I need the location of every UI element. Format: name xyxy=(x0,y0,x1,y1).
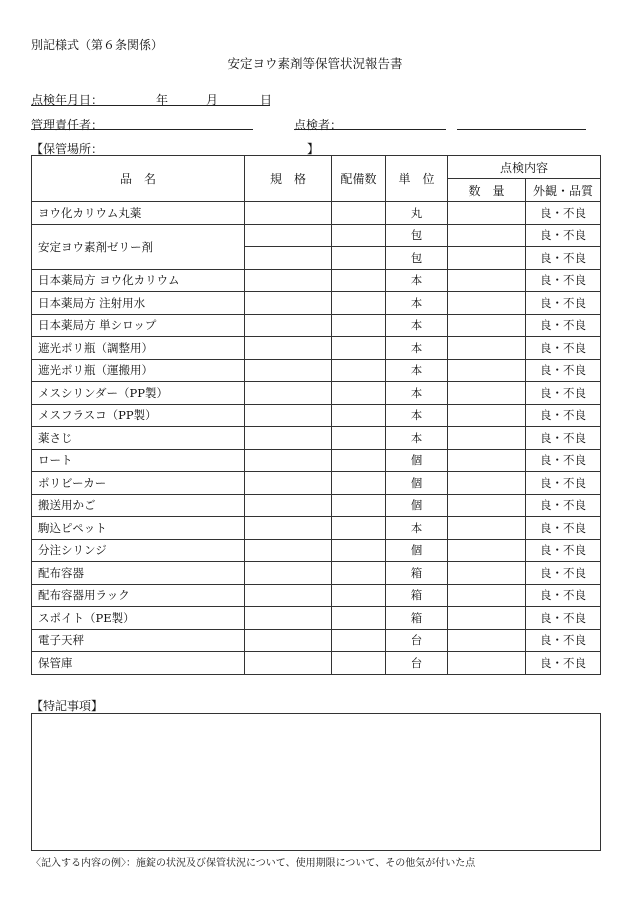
quantity-cell[interactable] xyxy=(448,404,526,427)
row-name: 安定ヨウ素剤ゼリー剤 xyxy=(32,224,245,269)
count-cell[interactable] xyxy=(332,337,386,360)
spec-cell[interactable] xyxy=(245,652,332,675)
quantity-cell[interactable] xyxy=(448,247,526,270)
quantity-cell[interactable] xyxy=(448,359,526,382)
row-name: メスフラスコ（PP製） xyxy=(32,404,245,427)
table-row xyxy=(32,539,601,562)
unit-cell: 箱 xyxy=(386,584,448,607)
row-name: 分注シリンジ xyxy=(32,539,245,562)
quantity-cell[interactable] xyxy=(448,629,526,652)
year-label: 年 xyxy=(156,93,169,107)
count-cell[interactable] xyxy=(332,652,386,675)
count-cell[interactable] xyxy=(332,427,386,450)
unit-cell: 個 xyxy=(386,494,448,517)
quantity-cell[interactable] xyxy=(448,427,526,450)
quantity-cell[interactable] xyxy=(448,269,526,292)
header-inspection: 点検内容 xyxy=(448,156,601,179)
unit-cell: 本 xyxy=(386,404,448,427)
row-name: 日本薬局方 単シロップ xyxy=(32,314,245,337)
inventory-table xyxy=(31,155,601,675)
spec-cell[interactable] xyxy=(245,629,332,652)
count-cell[interactable] xyxy=(332,562,386,585)
row-name: 配布容器用ラック xyxy=(32,584,245,607)
table-row xyxy=(32,584,601,607)
table-row xyxy=(32,404,601,427)
day-label: 日 xyxy=(260,93,273,107)
spec-cell[interactable] xyxy=(245,224,332,247)
manager-label: 管理責任者： xyxy=(31,118,104,132)
quantity-cell[interactable] xyxy=(448,292,526,315)
unit-cell: 個 xyxy=(386,539,448,562)
inspector-label: 点検者： xyxy=(294,118,343,132)
spec-cell[interactable] xyxy=(245,494,332,517)
spec-cell[interactable] xyxy=(245,562,332,585)
table-row xyxy=(32,337,601,360)
quality-cell[interactable]: 良・不良 xyxy=(526,247,601,270)
unit-cell: 本 xyxy=(386,359,448,382)
unit-cell: 本 xyxy=(386,382,448,405)
storage-label: 【保管場所： xyxy=(31,142,104,156)
header-quality: 外観・品質 xyxy=(526,179,601,202)
spec-cell[interactable] xyxy=(245,247,332,270)
row-name: 搬送用かご xyxy=(32,494,245,517)
count-cell[interactable] xyxy=(332,539,386,562)
table-row xyxy=(32,314,601,337)
spec-cell[interactable] xyxy=(245,202,332,225)
row-name: 遮光ポリ瓶（運搬用） xyxy=(32,359,245,382)
inspection-date-label: 点検年月日： xyxy=(31,93,104,107)
quality-cell[interactable]: 良・不良 xyxy=(526,629,601,652)
count-cell[interactable] xyxy=(332,494,386,517)
spec-cell[interactable] xyxy=(245,314,332,337)
footnote: 〈記入する内容の例〉：施錠の状況及び保管状況について、使用期限について、その他気が付いた点 xyxy=(31,858,476,869)
table-row xyxy=(32,517,601,540)
month-label: 月 xyxy=(206,93,219,107)
quality-cell[interactable]: 良・不良 xyxy=(526,404,601,427)
count-cell[interactable] xyxy=(332,359,386,382)
quality-cell[interactable]: 良・不良 xyxy=(526,359,601,382)
quantity-cell[interactable] xyxy=(448,652,526,675)
spec-cell[interactable] xyxy=(245,472,332,495)
quality-cell[interactable]: 良・不良 xyxy=(526,292,601,315)
inspector-field[interactable] xyxy=(294,129,446,130)
quality-cell[interactable]: 良・不良 xyxy=(526,269,601,292)
table-row xyxy=(32,652,601,675)
inspector-field-2[interactable] xyxy=(457,129,586,130)
count-cell[interactable] xyxy=(332,449,386,472)
row-name: 日本薬局方 ヨウ化カリウム xyxy=(32,269,245,292)
spec-cell[interactable] xyxy=(245,292,332,315)
unit-cell: 本 xyxy=(386,292,448,315)
spec-cell[interactable] xyxy=(245,517,332,540)
quantity-cell[interactable] xyxy=(448,562,526,585)
quantity-cell[interactable] xyxy=(448,494,526,517)
header-name: 品 名 xyxy=(32,156,245,202)
header-spec: 規 格 xyxy=(245,156,332,202)
table-row xyxy=(32,359,601,382)
inspection-date-field[interactable] xyxy=(31,105,270,106)
row-name: 日本薬局方 注射用水 xyxy=(32,292,245,315)
page-title: 安定ヨウ素剤等保管状況報告書 xyxy=(227,56,403,71)
unit-cell: 本 xyxy=(386,269,448,292)
unit-cell: 本 xyxy=(386,314,448,337)
table-row xyxy=(32,562,601,585)
count-cell[interactable] xyxy=(332,517,386,540)
unit-cell: 台 xyxy=(386,652,448,675)
row-name: スポイト（PE製） xyxy=(32,607,245,630)
count-cell[interactable] xyxy=(332,629,386,652)
table-row xyxy=(32,449,601,472)
unit-cell: 個 xyxy=(386,472,448,495)
count-cell[interactable] xyxy=(332,404,386,427)
notes-textarea[interactable] xyxy=(31,713,601,851)
unit-cell: 本 xyxy=(386,427,448,450)
row-name: ポリビーカー xyxy=(32,472,245,495)
spec-cell[interactable] xyxy=(245,539,332,562)
quantity-cell[interactable] xyxy=(448,539,526,562)
notes-label: 【特記事項】 xyxy=(31,699,104,713)
quantity-cell[interactable] xyxy=(448,449,526,472)
table-row xyxy=(32,494,601,517)
quantity-cell[interactable] xyxy=(448,472,526,495)
unit-cell: 本 xyxy=(386,517,448,540)
count-cell[interactable] xyxy=(332,607,386,630)
row-name: 配布容器 xyxy=(32,562,245,585)
row-name: 遮光ポリ瓶（調整用） xyxy=(32,337,245,360)
form-label: 別記様式（第６条関係） xyxy=(31,38,164,52)
unit-cell: 本 xyxy=(386,337,448,360)
unit-cell: 台 xyxy=(386,629,448,652)
table-row xyxy=(32,607,601,630)
spec-cell[interactable] xyxy=(245,449,332,472)
row-name: メスシリンダー（PP製） xyxy=(32,382,245,405)
count-cell[interactable] xyxy=(332,472,386,495)
table-row xyxy=(32,292,601,315)
quantity-cell[interactable] xyxy=(448,584,526,607)
quality-cell[interactable]: 良・不良 xyxy=(526,202,601,225)
quality-cell[interactable]: 良・不良 xyxy=(526,427,601,450)
spec-cell[interactable] xyxy=(245,404,332,427)
unit-cell: 箱 xyxy=(386,607,448,630)
unit-cell: 箱 xyxy=(386,562,448,585)
row-name: 保管庫 xyxy=(32,652,245,675)
table-row xyxy=(32,427,601,450)
table-row xyxy=(32,269,601,292)
count-cell[interactable] xyxy=(332,269,386,292)
quality-cell[interactable]: 良・不良 xyxy=(526,652,601,675)
row-name: 電子天秤 xyxy=(32,629,245,652)
quality-cell[interactable]: 良・不良 xyxy=(526,382,601,405)
quantity-cell[interactable] xyxy=(448,337,526,360)
quality-cell[interactable]: 良・不良 xyxy=(526,337,601,360)
row-name: ヨウ化カリウム丸薬 xyxy=(32,202,245,225)
count-cell[interactable] xyxy=(332,314,386,337)
count-cell[interactable] xyxy=(332,292,386,315)
quantity-cell[interactable] xyxy=(448,224,526,247)
unit-cell: 個 xyxy=(386,449,448,472)
table-row xyxy=(32,224,601,247)
header-unit: 単 位 xyxy=(386,156,448,202)
row-name: 駒込ピペット xyxy=(32,517,245,540)
quantity-cell[interactable] xyxy=(448,202,526,225)
quantity-cell[interactable] xyxy=(448,382,526,405)
table-row xyxy=(32,202,601,225)
header-quantity: 数 量 xyxy=(448,179,526,202)
quantity-cell[interactable] xyxy=(448,607,526,630)
quality-cell[interactable]: 良・不良 xyxy=(526,584,601,607)
spec-cell[interactable] xyxy=(245,359,332,382)
quality-cell[interactable]: 良・不良 xyxy=(526,539,601,562)
unit-cell: 丸 xyxy=(386,202,448,225)
table-row xyxy=(32,382,601,405)
unit-cell: 包 xyxy=(386,224,448,247)
quality-cell[interactable]: 良・不良 xyxy=(526,562,601,585)
table-row xyxy=(32,472,601,495)
count-cell[interactable] xyxy=(332,202,386,225)
spec-cell[interactable] xyxy=(245,269,332,292)
quality-cell[interactable]: 良・不良 xyxy=(526,517,601,540)
quantity-cell[interactable] xyxy=(448,314,526,337)
spec-cell[interactable] xyxy=(245,584,332,607)
quality-cell[interactable]: 良・不良 xyxy=(526,224,601,247)
row-name: 薬さじ xyxy=(32,427,245,450)
spec-cell[interactable] xyxy=(245,607,332,630)
spec-cell[interactable] xyxy=(245,427,332,450)
quality-cell[interactable]: 良・不良 xyxy=(526,449,601,472)
count-cell[interactable] xyxy=(332,584,386,607)
quality-cell[interactable]: 良・不良 xyxy=(526,472,601,495)
manager-field[interactable] xyxy=(31,129,253,130)
quality-cell[interactable]: 良・不良 xyxy=(526,607,601,630)
storage-label-close: 】 xyxy=(307,142,320,156)
spec-cell[interactable] xyxy=(245,382,332,405)
unit-cell: 包 xyxy=(386,247,448,270)
row-name: ロート xyxy=(32,449,245,472)
table-row xyxy=(32,629,601,652)
quantity-cell[interactable] xyxy=(448,517,526,540)
quality-cell[interactable]: 良・不良 xyxy=(526,314,601,337)
count-cell[interactable] xyxy=(332,224,386,247)
quality-cell[interactable]: 良・不良 xyxy=(526,494,601,517)
count-cell[interactable] xyxy=(332,382,386,405)
count-cell[interactable] xyxy=(332,247,386,270)
spec-cell[interactable] xyxy=(245,337,332,360)
header-count: 配備数 xyxy=(332,156,386,202)
